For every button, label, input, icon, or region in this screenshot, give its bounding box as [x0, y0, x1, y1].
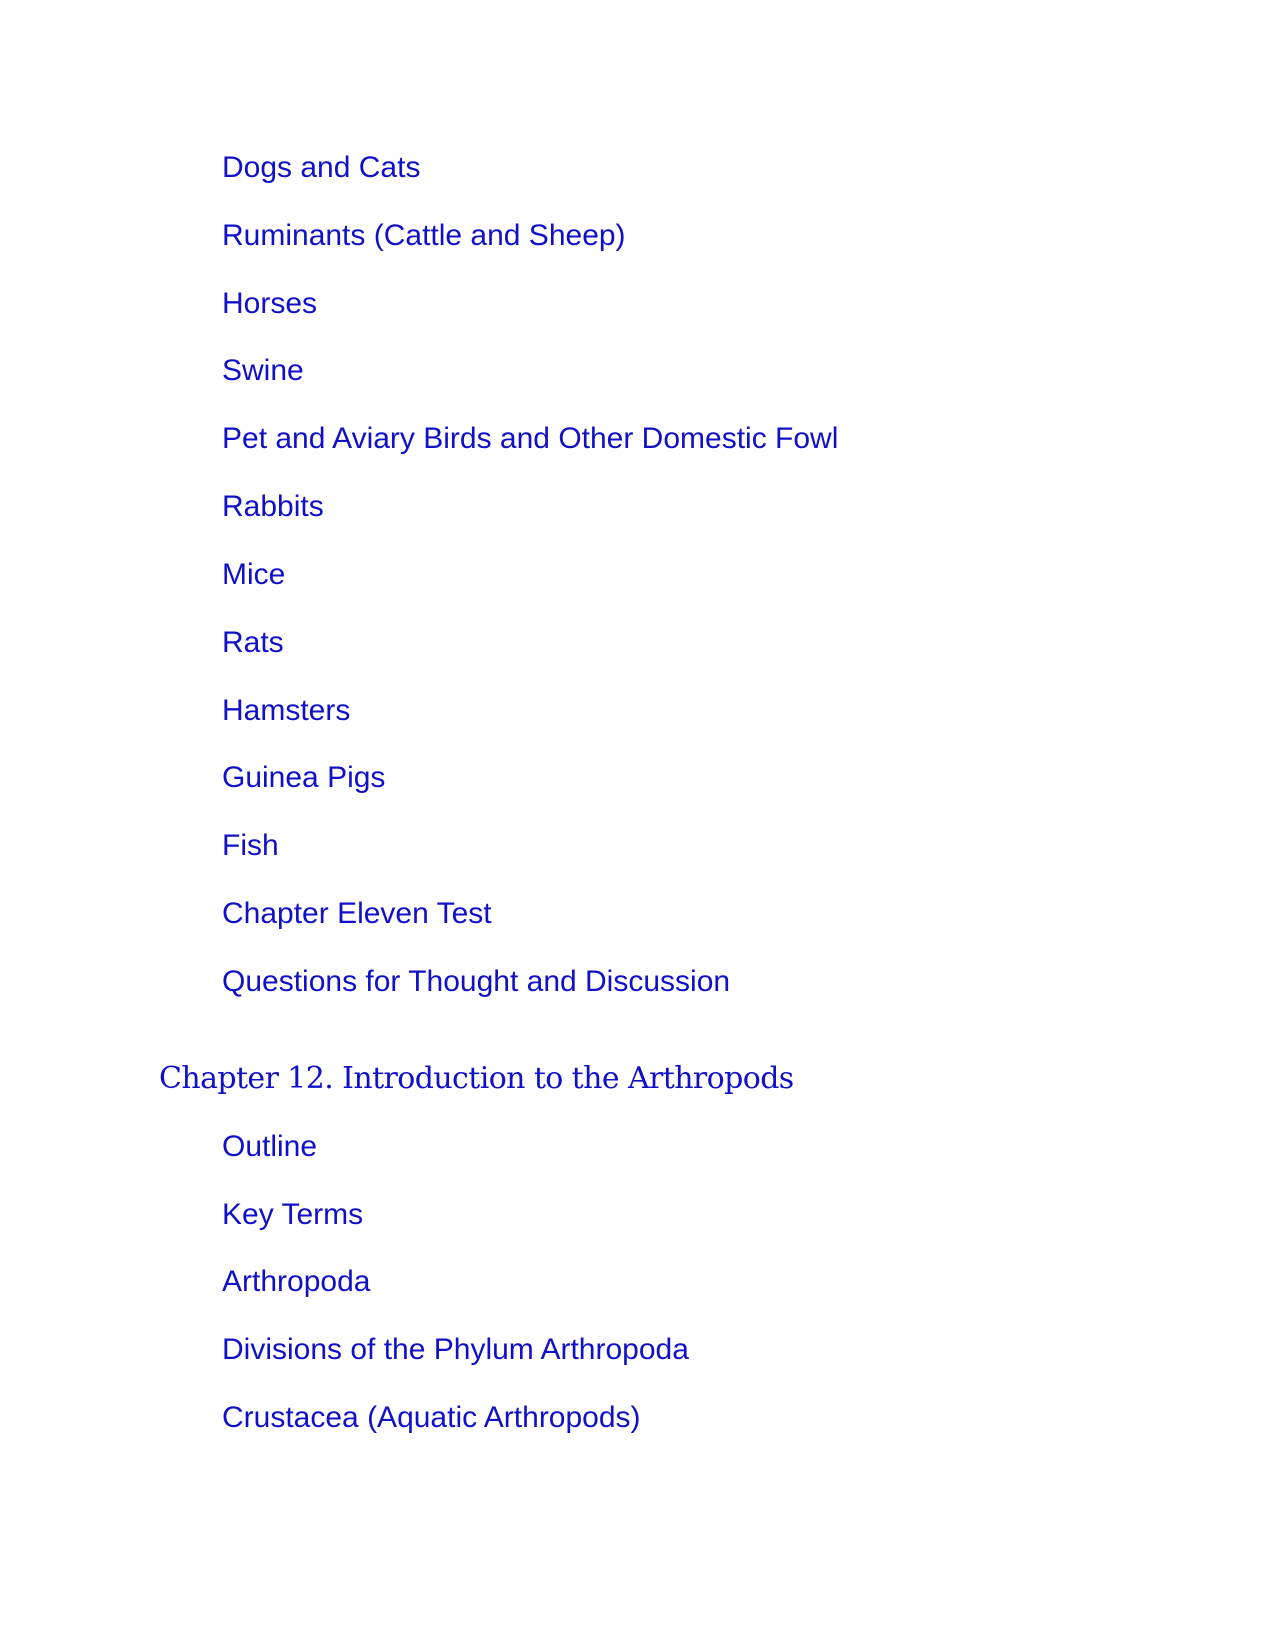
- toc-link-swine[interactable]: Swine: [222, 354, 304, 387]
- toc-link-hamsters[interactable]: Hamsters: [222, 694, 351, 727]
- toc-link-divisions-of-phylum[interactable]: Divisions of the Phylum Arthropoda: [222, 1333, 689, 1366]
- toc-link-dogs-and-cats[interactable]: Dogs and Cats: [222, 151, 421, 184]
- toc-chapter-12-heading[interactable]: Chapter 12. Introduction to the Arthropods: [159, 1061, 794, 1096]
- toc-link-ruminants[interactable]: Ruminants (Cattle and Sheep): [222, 219, 626, 252]
- toc-link-pet-and-aviary-birds[interactable]: Pet and Aviary Birds and Other Domestic Fowl: [222, 422, 839, 455]
- toc-link-key-terms[interactable]: Key Terms: [222, 1198, 364, 1231]
- toc-link-fish[interactable]: Fish: [222, 829, 279, 862]
- toc-link-arthropoda[interactable]: Arthropoda: [222, 1265, 371, 1298]
- toc-link-chapter-eleven-test[interactable]: Chapter Eleven Test: [222, 897, 492, 930]
- toc-link-horses[interactable]: Horses: [222, 287, 318, 320]
- toc-link-questions-for-thought[interactable]: Questions for Thought and Discussion: [222, 965, 731, 998]
- toc-link-rats[interactable]: Rats: [222, 626, 284, 659]
- toc-link-rabbits[interactable]: Rabbits: [222, 490, 324, 523]
- toc-link-outline[interactable]: Outline: [222, 1130, 318, 1163]
- toc-link-guinea-pigs[interactable]: Guinea Pigs: [222, 761, 386, 794]
- toc-link-mice[interactable]: Mice: [222, 558, 286, 591]
- toc-link-crustacea[interactable]: Crustacea (Aquatic Arthropods): [222, 1401, 641, 1434]
